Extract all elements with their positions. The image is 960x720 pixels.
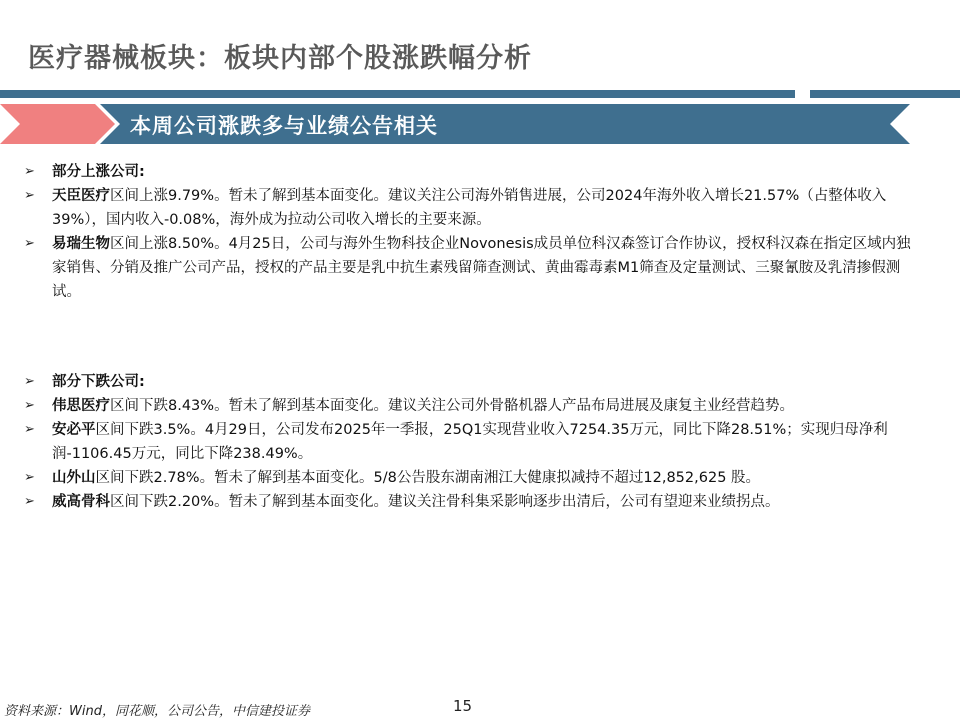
arrow-bullet-icon: ➢ (24, 398, 35, 413)
list-item (24, 466, 924, 490)
list-item (24, 418, 924, 466)
company-name: 伟思医疗 (52, 398, 110, 414)
section-gap (24, 304, 924, 370)
arrow-bullet-icon: ➢ (24, 164, 35, 179)
company-note: 区间下跌2.78%。暂未了解到基本面变化。5/8公告股东湖南湘江大健康拟减持不超过12,852,625 股。 (95, 470, 761, 486)
list-item (24, 232, 924, 304)
list-item (24, 394, 924, 418)
arrow-bullet-icon: ➢ (24, 494, 35, 509)
company-name: 易瑞生物 (52, 236, 110, 252)
header-rule-left (0, 90, 795, 98)
company-note: 区间下跌8.43%。暂未了解到基本面变化。建议关注公司外骨骼机器人产品布局进展及康复主业经营趋势。 (110, 398, 795, 414)
page-number: 15 (453, 697, 473, 715)
company-name: 威高骨科 (52, 494, 110, 510)
company-note: 区间下跌3.5%。4月29日，公司发布2025年一季报，25Q1实现营业收入7254.35万元，同比下降28.51%；实现归母净利润-1106.45万元，同比下降238.49%。 (52, 422, 888, 462)
company-note: 区间上涨9.79%。暂未了解到基本面变化。建议关注公司海外销售进展，公司2024年海外收入增长21.57%（占整体收入39%），国内收入-0.08%，海外成为拉动公司收入增长的主要来源。 (52, 188, 887, 228)
footer-source: 资料来源：Wind，同花顺，公司公告，中信建投证券 (4, 704, 310, 719)
company-note: 区间下跌2.20%。暂未了解到基本面变化。建议关注骨科集采影响逐步出清后，公司有望迎来业绩拐点。 (110, 494, 780, 510)
fall-heading-item (24, 370, 924, 394)
arrow-bullet-icon: ➢ (24, 470, 35, 485)
content-area (24, 160, 924, 514)
company-name: 山外山 (52, 470, 96, 486)
company-name: 安必平 (52, 422, 96, 438)
page-title: 医疗器械板块：板块内部个股涨跌幅分析 (28, 43, 532, 74)
company-note: 区间上涨8.50%。4月25日，公司与海外生物科技企业Novonesis成员单位科汉森签订合作协议，授权科汉森在指定区域内独家销售、分销及推广公司产品，授权的产品主要是乳中抗生素残留筛查测试、黄曲霉毒素M1筛查及定量测试、三聚氰胺及乳清掺假测试。 (52, 236, 911, 300)
header-rule-right (810, 90, 960, 98)
list-item (24, 184, 924, 232)
company-name: 天臣医疗 (52, 188, 110, 204)
fall-heading: 部分下跌公司: (52, 374, 145, 390)
banner-accent-chevron (0, 104, 115, 144)
rise-heading: 部分上涨公司: (52, 164, 145, 180)
arrow-bullet-icon: ➢ (24, 188, 35, 203)
rise-heading-item (24, 160, 924, 184)
arrow-bullet-icon: ➢ (24, 236, 35, 251)
arrow-bullet-icon: ➢ (24, 422, 35, 437)
arrow-bullet-icon: ➢ (24, 374, 35, 389)
list-item (24, 490, 924, 514)
banner-title: 本周公司涨跌多与业绩公告相关 (130, 114, 438, 138)
